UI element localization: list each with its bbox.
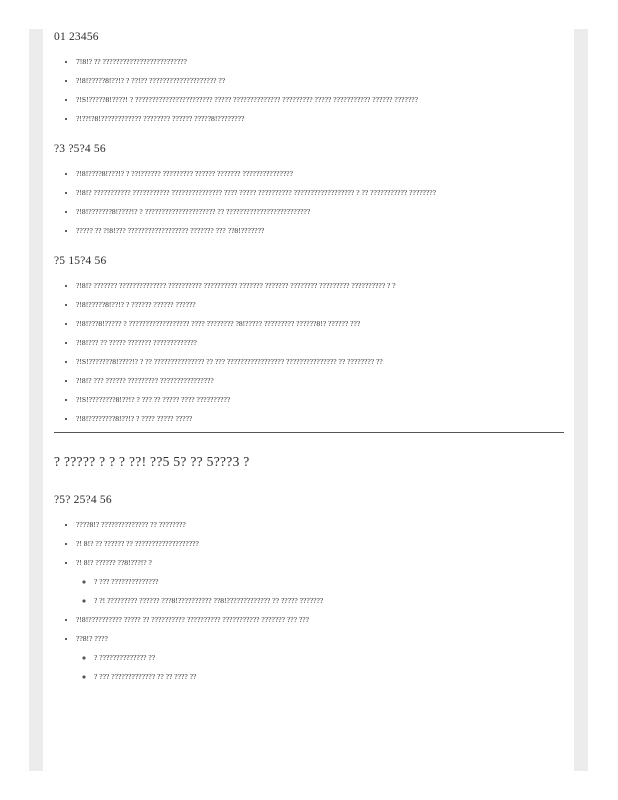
bullet-list [54, 52, 564, 128]
list-item: • ?!8!????????8!??!? ? ???? ????? ????? [76, 409, 564, 428]
section-heading: ?3 ?5?4 56 [54, 143, 106, 155]
list-item: • ?!8!???8!????? ? ?????????????????? ???? ???????? ?8!????? ????????? ??????8!? ?????? ??? [76, 314, 564, 333]
list-item: • ?!8!????8!???!? ? ??!?????? ????????? ?????? ??????? ??????????????? [76, 164, 564, 183]
list-item: • ?!S!????????8!??!? ? ??? ?? ????? ???? ?????????? [76, 390, 564, 409]
section-4 [54, 493, 564, 686]
list-item: • ?!8!???????8!????!? ? ????????????????????? ?? ????????????????????????? [76, 202, 564, 221]
section-3 [54, 254, 564, 428]
right-gutter [574, 29, 588, 771]
list-item-text: ?! 8!? ?????? ??8!???!? ? [76, 558, 152, 567]
nested-list [76, 648, 564, 686]
bullet-list [54, 164, 564, 240]
nested-list-item: ◦ ? ??? ?????????????? [94, 572, 564, 591]
list-item [76, 629, 564, 686]
section-heading: 01 23456 [54, 31, 99, 43]
list-item: • ?!8!? ??? ?????? ????????? ???????????????? [76, 371, 564, 390]
list-item: • ????? ?? ?!8!??? ?????????????????? ??????? ??? ??8!??????? [76, 221, 564, 240]
bullet-list [54, 515, 564, 686]
list-item: • ?!S!?????8!????! ? ??????????????????????? ????? ?????????????? ????????? ????? ??????????? ?????? ??????? [76, 90, 564, 109]
major-heading: ? ????? ? ? ? ??! ??5 5? ?? 5???3 ? [54, 454, 250, 469]
nested-list-item: ◦ ? ?????????????? ?? [94, 648, 564, 667]
list-item [76, 553, 564, 610]
nested-list [76, 572, 564, 610]
list-item: • ?!8!?????8!??!? ? ??!?? ???????????????????? ?? [76, 71, 564, 90]
nested-list-item: ◦ ? ??? ????????????? ?? ?? ???? ?? [94, 667, 564, 686]
bullet-list [54, 276, 564, 428]
list-item: • ?!8!?????????? ????? ?? ?????????? ?????????? ??????????? ??????? ??? ??? [76, 610, 564, 629]
list-item: • ?!8!?????8!??!? ? ?????? ?????? ?????? [76, 295, 564, 314]
list-item-text: ??8!? ???? [76, 634, 108, 643]
list-item: • ?!8!? ??????? ?????????????? ?????????? ?????????? ??????? ??????? ???????? ????????? ?????????? ? ? [76, 276, 564, 295]
list-item: • ????8!? ?????????????? ?? ???????? [76, 515, 564, 534]
section-1 [54, 30, 564, 128]
list-item: • ?! 8!? ?? ?????? ?? ??????????????????? [76, 534, 564, 553]
major-heading-block [54, 453, 564, 471]
left-gutter [29, 29, 43, 771]
list-item: • 7!8!? ?? ????????????????????????? [76, 52, 564, 71]
list-item: • ?!??!?8!???????????? ???????? ?????? ?????8!???????? [76, 109, 564, 128]
list-item: • ?!S!???????8!????!? ? ?? ??????????????? ?? ??? ????????????????? ??????????????? ?? ???????? ?? [76, 352, 564, 371]
section-heading: ?5? 25?4 56 [54, 494, 112, 506]
section-heading: ?5 15?4 56 [54, 255, 107, 267]
document-body [54, 30, 564, 700]
list-item: • ?!8!? ??????????? ??????????? ??????????????? ???? ????? ?????????? ?????????????????? ? ?? ??????????? ???????? [76, 183, 564, 202]
list-item: • ?!8!??? ?? ????? ??????? ????????????? [76, 333, 564, 352]
section-divider [54, 432, 564, 433]
section-2 [54, 142, 564, 240]
nested-list-item: ◦ ? ?! ????????? ?????? ???8!?????????? ??8!????????????? ?? ????? ??????? [94, 591, 564, 610]
